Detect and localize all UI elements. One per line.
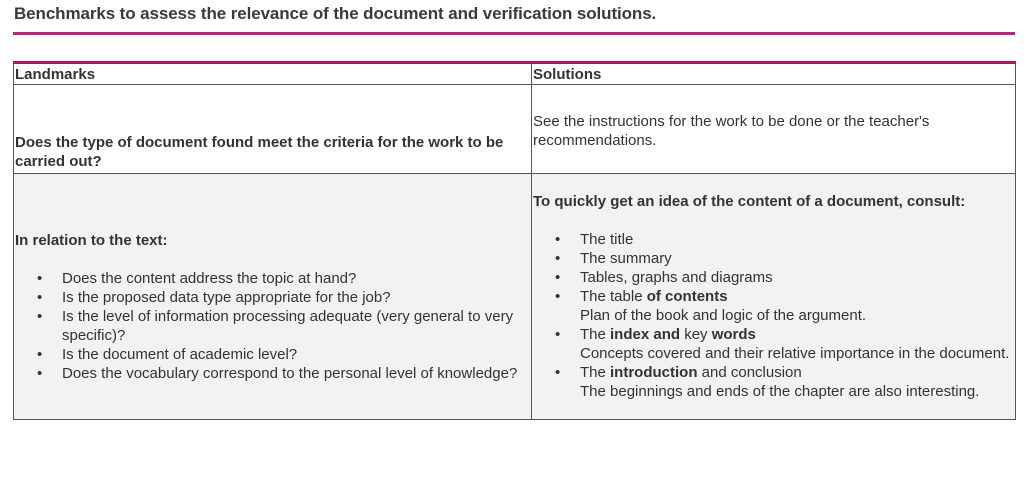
header-solutions: Solutions	[532, 63, 1016, 85]
list-item: • The title	[580, 230, 1014, 249]
solution-list	[533, 230, 1014, 401]
solution-section-title: To quickly get an idea of the content of a document, consult:	[533, 193, 966, 210]
row2-landmark	[14, 174, 532, 420]
list-item: • The summary	[580, 249, 1014, 268]
list-item: • Is the level of information processing adequate (very general to very specific)?	[62, 307, 530, 345]
landmark-list	[15, 269, 530, 383]
list-item: • Is the proposed data type appropriate for the job?	[62, 288, 530, 307]
list-item: • Does the vocabulary correspond to the personal level of knowledge?	[62, 364, 530, 383]
list-item: • Is the document of academic level?	[62, 345, 530, 364]
page-title: Benchmarks to assess the relevance of the document and verification solutions.	[14, 4, 657, 23]
header-landmarks: Landmarks	[14, 63, 532, 85]
list-item: • The index and key words Concepts covered and their relative importance in the document.	[580, 325, 1014, 363]
title-underline	[13, 32, 1015, 35]
row1-landmark: Does the type of document found meet the criteria for the work to be carried out?	[14, 85, 532, 174]
list-item: • The introduction and conclusion The beginnings and ends of the chapter are also interesting.	[580, 363, 1014, 401]
list-item: • The table of contents Plan of the book and logic of the argument.	[580, 287, 1014, 325]
row1-solution: See the instructions for the work to be done or the teacher's recommendations.	[532, 85, 1016, 174]
benchmarks-table	[13, 61, 1016, 420]
table-header-row	[14, 63, 1016, 85]
landmark-section-title: In relation to the text:	[15, 232, 168, 249]
table-row	[14, 174, 1016, 420]
list-item: • Tables, graphs and diagrams	[580, 268, 1014, 287]
list-item: • Does the content address the topic at hand?	[62, 269, 530, 288]
row2-solution	[532, 174, 1016, 420]
table-row	[14, 85, 1016, 174]
